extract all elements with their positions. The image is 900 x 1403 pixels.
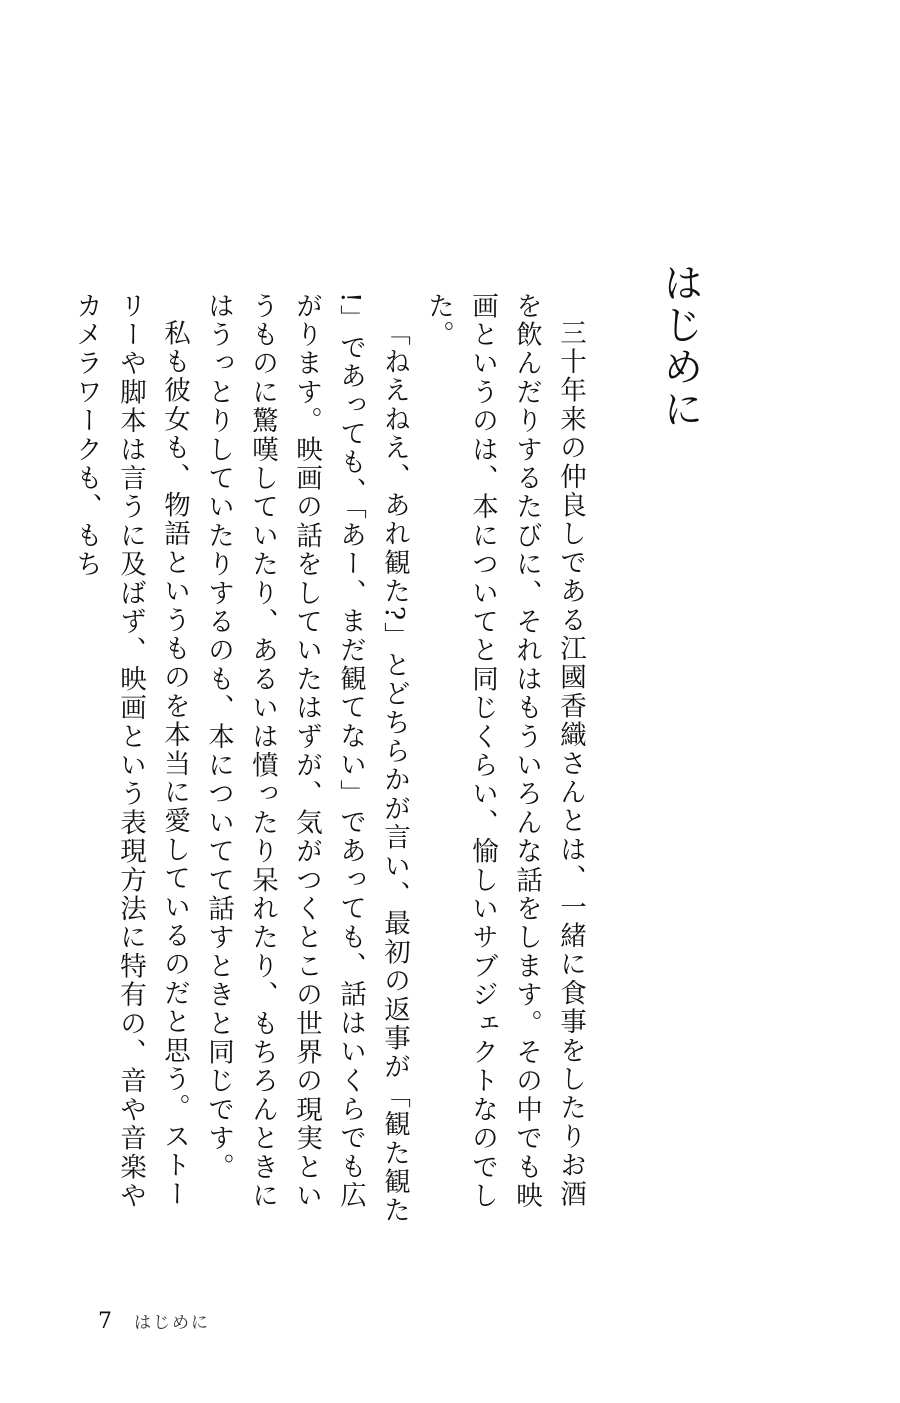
body-text	[71, 292, 592, 1232]
page-number: 7	[98, 1309, 112, 1334]
chapter-title: はじめに	[657, 262, 703, 430]
running-head: はじめに	[134, 1313, 210, 1333]
paragraph-1: 三十年来の仲良しである江國香織さんとは、一緒に食事をしたりお酒を飲んだりするたびに、それはもういろんな話をします。その中でも映画というのは、本についてと同じくらい、愉しいサブジェクトなのでした。	[423, 292, 586, 1211]
page-footer	[98, 1308, 210, 1336]
paragraph-2: 「ねえねえ、あれ観た?」とどちらかが言い、最初の返事が「観た観た!」であっても、「あー、まだ観てない」であっても、話はいくらでも広がります。映画の話をしていたはずが、気がつくとこの世界の現実というものに驚嘆していたり、あるいは憤ったり呆れたり、もちろんときにはうっとりしていたりするのも、本についてて話すときと同じです。	[203, 292, 410, 1225]
paragraph-3: 私も彼女も、物語というものを本当に愛しているのだと思う。ストーリーや脚本は言うに及ばず、映画という表現方法に特有の、音や音楽やカメラワークも、もち	[71, 292, 190, 1211]
